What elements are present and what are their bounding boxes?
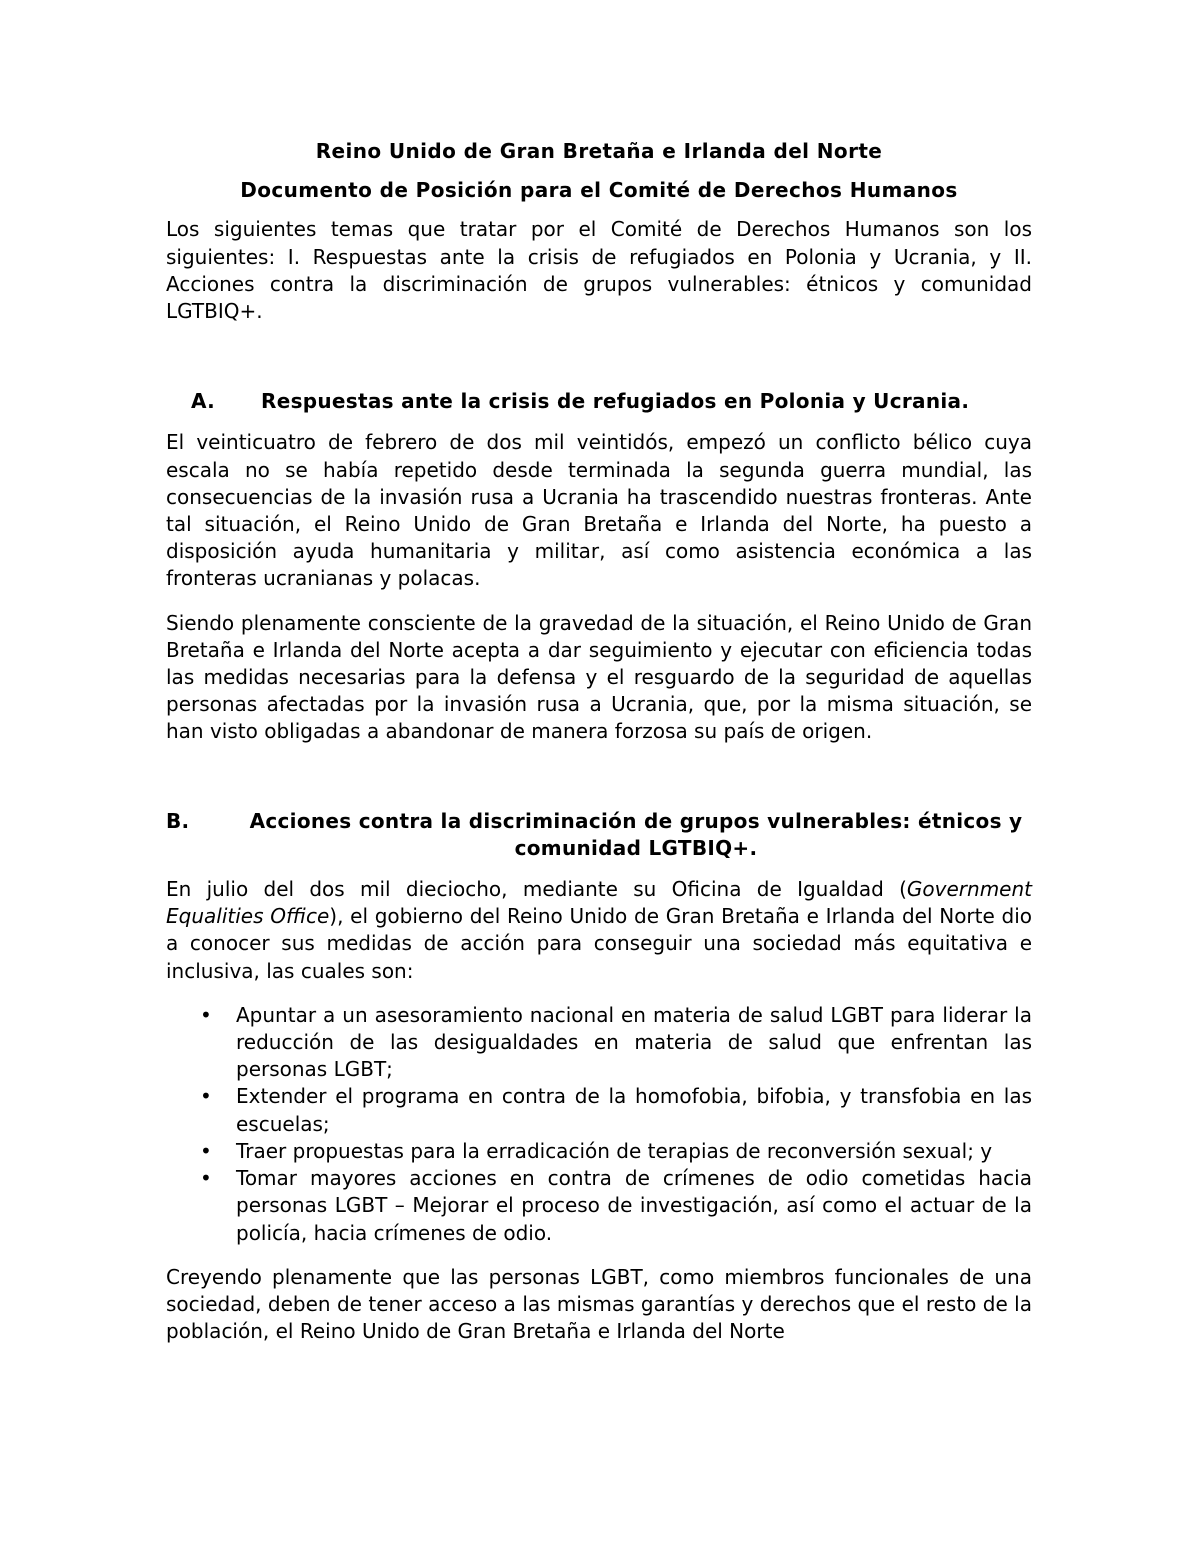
section-b-paragraph-1-end: ), el gobierno del Reino Unido de Gran Bretaña e Irlanda del Norte dio a conocer sus medidas de acción para conseguir una sociedad más equitativa e inclusiva, las cuales son:: [166, 904, 1033, 983]
section-a-paragraph-2: Siendo plenamente consciente de la gravedad de la situación, el Reino Unido de Gran Bretaña e Irlanda del Norte acepta a dar seguimiento y ejecutar con eficiencia todas las medidas necesarias para la defensa y el resguardo de la seguridad de aquellas personas afectadas por la invasión rusa a Ucrania, que, por la misma situación, se han visto obligadas a abandonar de manera forzosa su país de origen.: [166, 610, 1032, 744]
list-item-text: Extender el programa en contra de la homofobia, bifobia, y transfobia en las escuelas;: [236, 1084, 1032, 1136]
section-a-paragraph-1: El veinticuatro de febrero de dos mil veintidós, empezó un conflicto bélico cuya escala no se había repetido desde terminada la segunda guerra mundial, las consecuencias de la invasión rusa a Ucrania ha trascendido nuestras fronteras. Ante tal situación, el Reino Unido de Gran Bretaña e Irlanda del Norte, ha puesto a disposición ayuda humanitaria y militar, así como asistencia económica a las fronteras ucranianas y polacas.: [166, 430, 1032, 591]
section-a-heading: [166, 388, 1032, 415]
section-b-heading: [166, 808, 1032, 862]
document-page: [166, 138, 1032, 1345]
intro-paragraph: Los siguientes temas que tratar por el Comité de Derechos Humanos son los siguientes: I. Respuestas ante la crisis de refugiados en Polonia y Ucrania, y II. Acciones contra la discriminación de grupos vulnerables: étnicos y comunidad LGTBIQ+.: [166, 217, 1032, 324]
document-title: Reino Unido de Gran Bretaña e Irlanda del Norte: [315, 139, 883, 163]
bullet-icon: •: [200, 1166, 212, 1191]
section-b-paragraph-1: [166, 876, 1032, 985]
list-item-text: Tomar mayores acciones en contra de crímenes de odio cometidas hacia personas LGBT – Mejorar el proceso de investigación, así como el actuar de la policía, hacia crímenes de odio.: [236, 1166, 1032, 1245]
list-item-text: Traer propuestas para la erradicación de terapias de reconversión sexual; y: [236, 1138, 993, 1163]
bullet-icon: •: [200, 1138, 212, 1163]
section-a-letter: A.: [191, 389, 216, 414]
list-item: [166, 1165, 1032, 1247]
document-subtitle: Documento de Posición para el Comité de Derechos Humanos: [240, 178, 958, 203]
list-item: [166, 1002, 1032, 1084]
government-equalities-office-italic: Government Equalities Office: [166, 877, 1032, 929]
bullet-icon: •: [200, 1002, 212, 1027]
section-a-title: Respuestas ante la crisis de refugiados en Polonia y Ucrania.: [261, 389, 970, 414]
list-item: [166, 1083, 1032, 1137]
list-item: [166, 1138, 1032, 1165]
closing-paragraph: Creyendo plenamente que las personas LGBT, como miembros funcionales de una sociedad, deben de tener acceso a las mismas garantías y derechos que el resto de la población, el Reino Unido de Gran Bretaña e Irlanda del Norte: [166, 1264, 1032, 1344]
measures-list: [166, 1002, 1032, 1247]
bullet-icon: •: [200, 1084, 212, 1109]
section-b-paragraph-1-start: En julio del dos mil dieciocho, mediante su Oficina de Igualdad (: [166, 877, 907, 902]
section-b-letter: B.: [166, 808, 190, 833]
list-item-text: Apuntar a un asesoramiento nacional en materia de salud LGBT para liderar la reducción de las desigualdades en materia de salud que enfrentan las personas LGBT;: [236, 1002, 1032, 1082]
section-b-title: Acciones contra la discriminación de grupos vulnerables: étnicos y comunidad LGTBIQ+.: [249, 808, 1023, 860]
